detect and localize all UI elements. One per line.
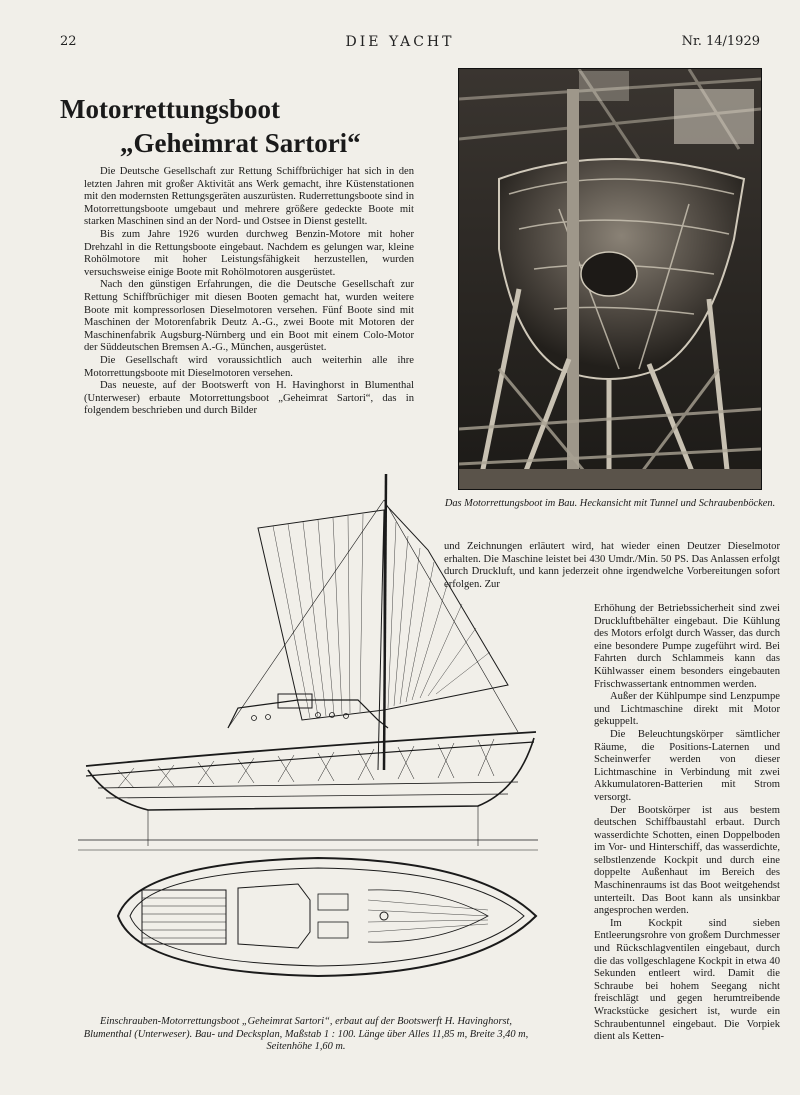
left-column [84,166,414,418]
title-line-2: „Geheimrat Sartori“ [120,128,361,158]
paragraph: Der Bootskörper ist aus bestem deutschen Schiffbaustahl erbaut. Durch wasserdichte Schotten, einen Doppelboden im Vor- und Hinterschiff, das wasserdichte, selbstlenzende Kockpit und durch eine doppelte Außenhaut im Bereich des Maschinenraums ist das Boot weitgehendst unterteilt. Das Boot kann als unsinkbar angesprochen werden. [594,804,780,917]
paragraph: Die Deutsche Gesellschaft zur Rettung Schiffbrüchiger hat sich in den letzten Jahren mit großer Aktivität ans Werk gemacht, ihre Küstenstationen mit den modernsten Rettungsgeräten auszurüsten. Ruderrettungsboote sind in Motorrettungsboote umgebaut und mehrere größere gedeckte Boote mit starken Maschinen sind an der Nord- und Ostsee in Dienst gestellt. [84,166,414,228]
paragraph: und Zeichnungen erläutert wird, hat wieder einen Deutzer Dieselmotor erhalten. Die Maschine leistet bei 430 Umdr./Min. 50 PS. Das Anlassen erfolgt durch Druckluft, und kann jederzeit ohne irgendwelche Vorbereitungen sofort erfolgen. Zur [444,541,780,590]
magazine-title: DIE YACHT [345,34,455,50]
paragraph: Die Beleuchtungskörper sämtlicher Räume, die Positions-Laternen und Scheinwerfer werden von dieser Lichtmaschine in Verbindung mit zwei Akkumulatoren-Batterien mit Strom versorgt. [594,728,780,803]
title-line-1: Motorrettungsboot [60,94,280,124]
photo-caption: Das Motorrettungsboot im Bau. Heckansicht mit Tunnel und Schraubenböcken. [444,498,776,509]
paragraph: Nach den günstigen Erfahrungen, die die Deutsche Gesellschaft zur Rettung Schiffbrüchiger mit diesen Booten gemacht hat, wurden weitere Boote mit kompressorlosen Dieselmotoren versehen. Fünf Boote sind mit Maschinen der Motorenfabrik Deutz A.-G., zwei Boote mit Motoren der Maschinenfabrik Augsburg-Nürnberg und ein Boot mit einem Colo-Motor der Süddeutschen Bremsen A.-G., München, ausgerüstet. [84,279,414,354]
drawing-caption: Einschrauben-Motorrettungsboot „Geheimrat Sartori“, erbaut auf der Bootswerft H. Havinghorst, Blumenthal (Unterweser). Bau- und Decksplan, Maßstab 1 : 100. Länge über Alles 11,85 m, Breite 3,40 m, Seitenhöhe 1,60 m. [83,1016,529,1053]
right-column-narrow [594,603,780,1044]
paragraph: Die Gesellschaft wird voraussichtlich auch weiterhin alle ihre Motorrettungsboote mit Dieselmotoren versehen. [84,354,414,379]
right-column-wide [444,541,780,591]
paragraph: Das neueste, auf der Bootswerft von H. Havinghorst in Blumenthal (Unterweser) erbaute Motorrettungsboot „Geheimrat Sartori“, das in folgendem beschrieben und durch Bilder [84,380,414,417]
paragraph: Erhöhung der Betriebssicherheit sind zwei Druckluftbehälter eingebaut. Die Kühlung des Motors erfolgt durch Wasser, das durch eine besondere Pumpe zugeführt wird. Bei Fahrten durch Schlammeis kann das Kühlwasser einem besonders eingebauten Frischwassertank entnommen werden. [594,603,780,690]
construction-photo [458,68,762,490]
article-title [60,92,400,160]
construction-photo-image [459,69,761,489]
paragraph: Bis zum Jahre 1926 wurden durchweg Benzin-Motore mit hoher Drehzahl in die Rettungsboote eingebaut. Nachdem es gelungen war, kleine Rohölmotore mit hoher Leistungsfähigkeit herzustellen, wurden versuchsweise einige Boote mit Rohölmotoren ausgerüstet. [84,228,414,278]
page-number: 22 [60,34,77,49]
paragraph: Außer der Kühlpumpe sind Lenzpumpe und Lichtmaschine direkt mit Motor gekuppelt. [594,691,780,728]
issue-number: Nr. 14/1929 [681,34,760,49]
paragraph: Im Kockpit sind sieben Entleerungsrohre von großem Durchmesser und Rückschlagventilen eingebaut, durch die das vollgeschlagene Kockpit in etwa 40 Sekunden entleert wird. Damit die Schraube bei hohem Seegang nicht freischlägt und gegen herumtreibende Wrackstücke gesichert ist, wurde ein Schraubentunnel eingebaut. Die Vorpiek dient als Ketten- [594,917,780,1043]
